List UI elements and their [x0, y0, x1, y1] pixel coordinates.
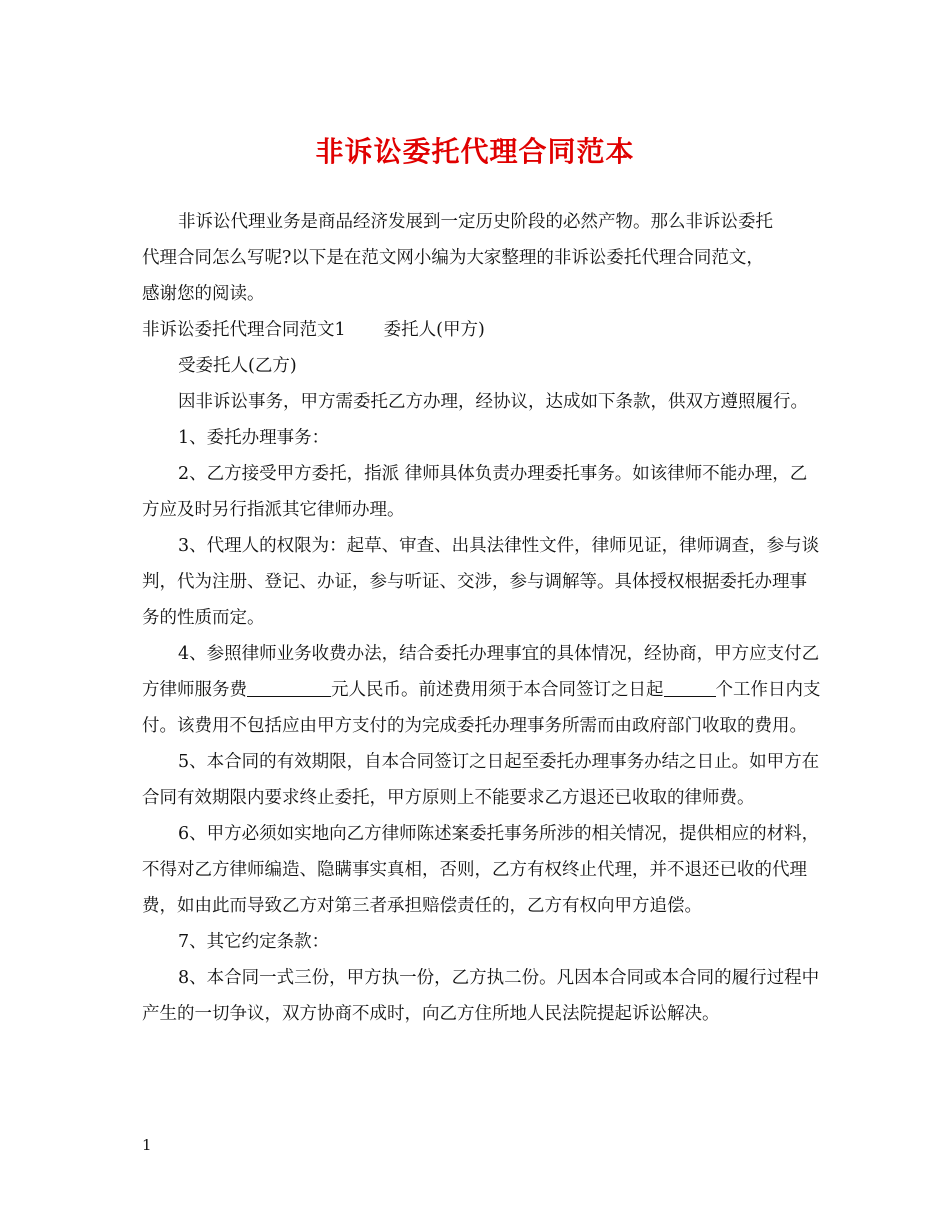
intro-line-2: 代理合同怎么写呢?以下是在范文网小编为大家整理的非诉讼委托代理合同范文， — [142, 248, 764, 268]
sample-heading-row — [142, 312, 822, 348]
fee-blank — [247, 678, 331, 697]
clause-3: 3、代理人的权限为：起草、审查、出具法律性文件，律师见证，律师调查，参与谈判，代为注册、登记、办证，参与听证、交涉，参与调解等。具体授权根据委托办理事务的性质而定。 — [142, 536, 820, 628]
party-a-label: 委托人(甲方) — [383, 320, 485, 340]
clause-4-part-b: 元人民币。前述费用须于本合同签订之日起 — [331, 680, 664, 700]
clause-2: 2、乙方接受甲方委托，指派 律师具体负责办理委托事务。如该律师不能办理，乙方应及时另行指派其它律师办理。 — [142, 464, 808, 520]
intro-paragraph — [142, 204, 822, 312]
clause-4-part-a: 4、参照律师业务收费办法，结合委托办理事宜的具体情况，经协商，甲方应支付乙方律师服务费 — [142, 644, 820, 700]
clause-1: 1、委托办理事务： — [178, 428, 330, 448]
clause-4-part-c: 个工作日内支付。该费用不包括应由甲方支付的为完成委托办理事务所需而由政府部门收取的费用。 — [142, 680, 821, 736]
preamble-paragraph: 因非诉讼事务，甲方需委托乙方办理，经协议，达成如下条款，供双方遵照履行。 — [178, 392, 808, 412]
clause-4 — [142, 636, 822, 744]
clause-6: 6、甲方必须如实地向乙方律师陈述案委托事务所涉的相关情况，提供相应的材料，不得对乙方律师编造、隐瞒事实真相，否则，乙方有权终止代理，并不退还已收的代理费，如由此而导致乙方对第三者承担赔偿责任的，乙方有权向甲方追偿。 — [142, 824, 820, 916]
sample-heading: 非诉讼委托代理合同范文1 — [142, 320, 346, 340]
clause-7: 7、其它约定条款： — [178, 932, 330, 952]
days-blank — [664, 678, 716, 697]
clause-8: 8、本合同一式三份，甲方执一份，乙方执二份。凡因本合同或本合同的履行过程中产生的一切争议，双方协商不成时，向乙方住所地人民法院提起诉讼解决。 — [142, 968, 820, 1024]
document-body — [142, 204, 822, 1032]
intro-line-3: 感谢您的阅读。 — [142, 284, 265, 304]
page-number: 1 — [142, 1136, 152, 1154]
party-b-label: 受委托人(乙方) — [178, 356, 297, 376]
clause-5: 5、本合同的有效期限，自本合同签订之日起至委托办理事务办结之日止。如甲方在合同有效期限内要求终止委托，甲方原则上不能要求乙方退还已收取的律师费。 — [142, 752, 820, 808]
intro-line-1: 非诉讼代理业务是商品经济发展到一定历史阶段的必然产物。那么非诉讼委托 — [178, 212, 773, 232]
document-title: 非诉讼委托代理合同范本 — [315, 135, 635, 168]
